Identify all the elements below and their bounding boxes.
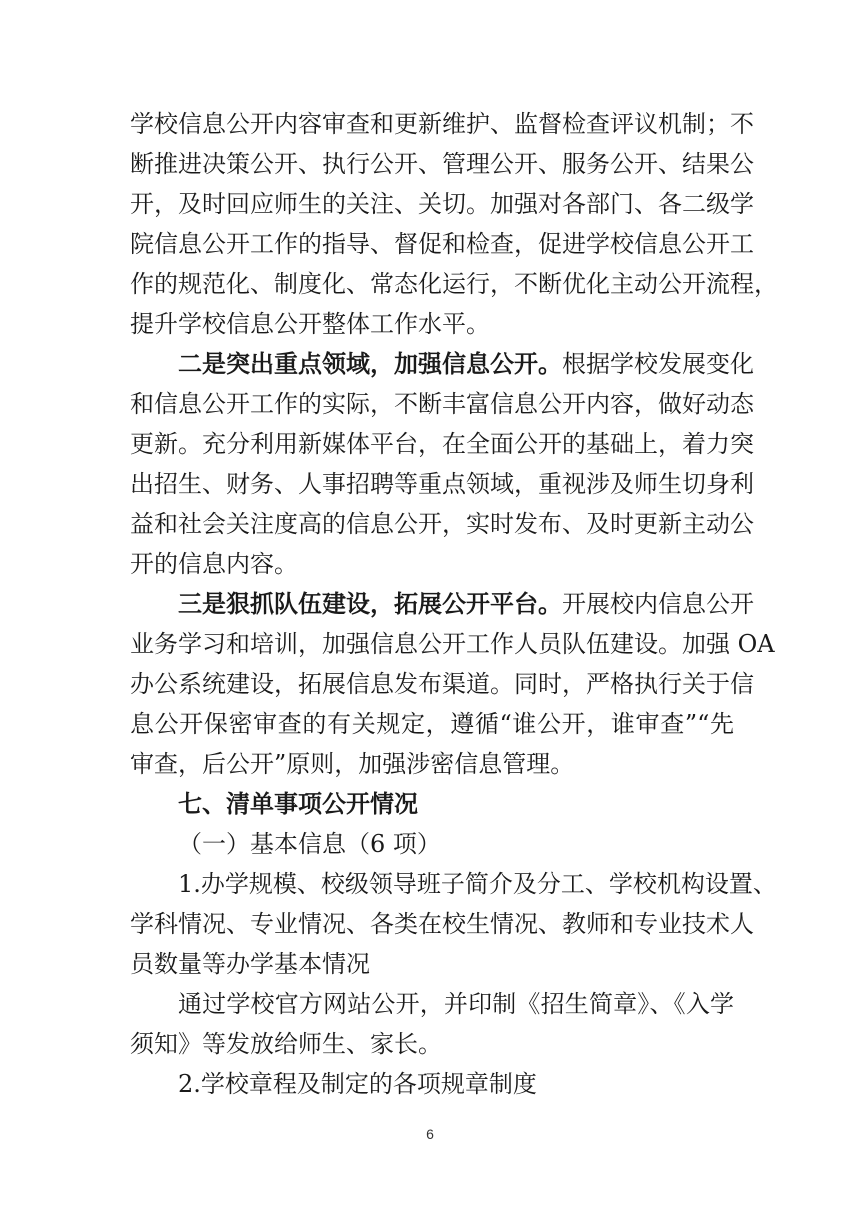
body-line: 开，及时回应师生的关注、关切。加强对各部门、各二级学 xyxy=(130,190,754,218)
body-line: 业务学习和培训，加强信息公开工作人员队伍建设。加强 OA xyxy=(130,630,775,658)
body-line: 息公开保密审查的有关规定，遵循“谁公开，谁审查”“先 xyxy=(130,710,734,738)
page-number: 6 xyxy=(426,1126,434,1142)
body-line: 员数量等办学基本情况 xyxy=(130,950,370,978)
body-line: 学科情况、专业情况、各类在校生情况、教师和专业技术人 xyxy=(130,910,754,938)
body-line: 办公系统建设，拓展信息发布渠道。同时，严格执行关于信 xyxy=(130,670,754,698)
paragraph-first-line xyxy=(178,584,754,624)
body-line: 提升学校信息公开整体工作水平。 xyxy=(130,310,490,338)
subsection-heading: （一）基本信息（6 项） xyxy=(178,830,441,858)
paragraph-lead: 三是狠抓队伍建设，拓展公开平台。 xyxy=(178,589,562,618)
paragraph-text: 开展校内信息公开 xyxy=(562,590,754,618)
paragraph-first-line xyxy=(178,344,754,384)
section-heading: 七、清单事项公开情况 xyxy=(178,790,418,818)
body-line: 出招生、财务、人事招聘等重点领域，重视涉及师生切身利 xyxy=(130,470,754,498)
paragraph-text: 根据学校发展变化 xyxy=(562,350,754,378)
body-line: 更新。充分利用新媒体平台，在全面公开的基础上，着力突 xyxy=(130,430,754,458)
body-line: 审查，后公开”原则，加强涉密信息管理。 xyxy=(130,750,575,778)
paragraph-lead: 二是突出重点领域，加强信息公开。 xyxy=(178,349,562,378)
body-line: 开的信息内容。 xyxy=(130,550,298,578)
list-item-line: 2.学校章程及制定的各项规章制度 xyxy=(178,1070,537,1098)
list-item-line: 1.办学规模、校级领导班子简介及分工、学校机构设置、 xyxy=(178,870,777,898)
body-line: 益和社会关注度高的信息公开，实时发布、及时更新主动公 xyxy=(130,510,754,538)
body-line: 须知》等发放给师生、家长。 xyxy=(130,1030,442,1058)
body-line: 断推进决策公开、执行公开、管理公开、服务公开、结果公 xyxy=(130,150,754,178)
body-line: 学校信息公开内容审查和更新维护、监督检查评议机制；不 xyxy=(130,110,754,138)
body-line: 通过学校官方网站公开，并印制《招生简章》、《入学 xyxy=(178,990,734,1018)
body-line: 院信息公开工作的指导、督促和检查，促进学校信息公开工 xyxy=(130,230,754,258)
body-line: 作的规范化、制度化、常态化运行，不断优化主动公开流程， xyxy=(130,270,778,298)
body-line: 和信息公开工作的实际，不断丰富信息公开内容，做好动态 xyxy=(130,390,754,418)
